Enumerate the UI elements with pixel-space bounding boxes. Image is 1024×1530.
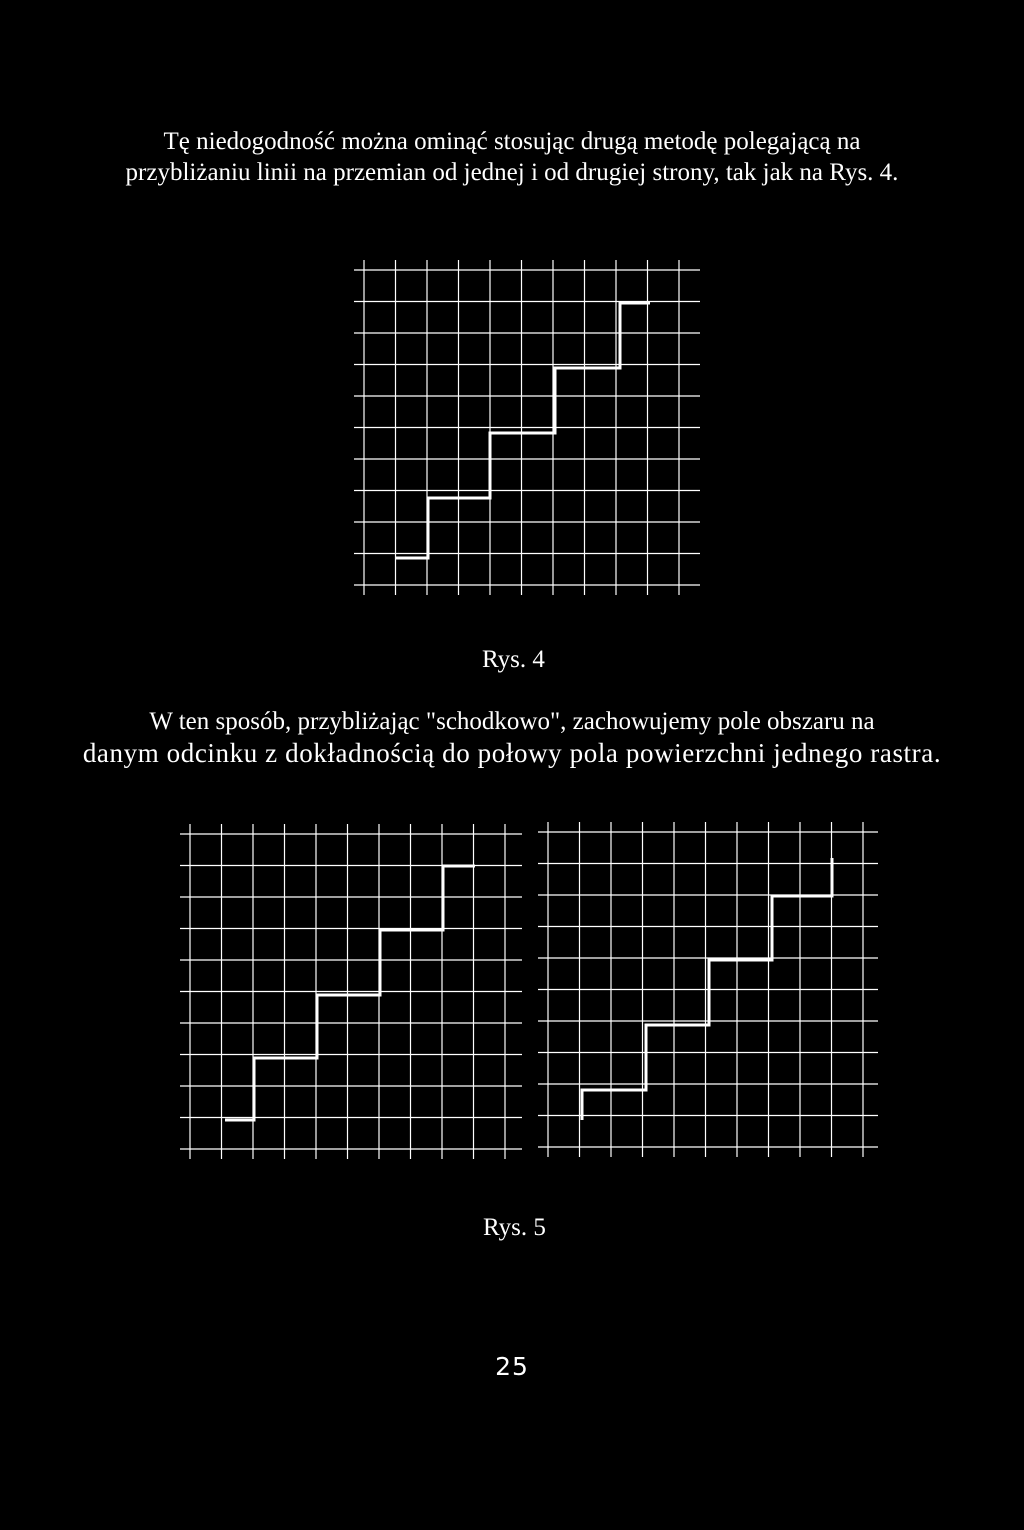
figure-rys-5-caption: Rys. 5 xyxy=(483,1214,546,1241)
paragraph-intro-line-1: Tę niedogodność można ominąć stosując drugą metodę polegającą na xyxy=(163,128,861,155)
figure-rys-4-staircase-grid xyxy=(340,248,700,610)
paragraph-explanation-line-1: W ten sposób, przybliżając "schodkowo", zachowujemy pole obszaru na xyxy=(149,708,875,735)
paragraph-explanation-line-2: danym odcinku z dokładnością do połowy pola powierzchni jednego rastra. xyxy=(82,738,942,769)
paragraph-intro xyxy=(0,126,1024,189)
page-number: 25 xyxy=(495,1352,529,1381)
paragraph-intro-line-2: przybliżaniu linii na przemian od jednej i od drugiej strony, tak jak na Rys. 4. xyxy=(125,159,899,187)
figure-rys-5-left-staircase-grid xyxy=(170,818,522,1170)
figure-rys-5-right-staircase-grid xyxy=(534,818,878,1170)
figure-rys-4-staircase-line xyxy=(395,303,650,558)
figure-rys-4-grid xyxy=(354,260,700,595)
figure-rys-4-caption: Rys. 4 xyxy=(482,646,545,673)
figure-rys-5-left-grid xyxy=(180,824,522,1159)
paragraph-explanation xyxy=(0,706,1024,771)
figure-rys-5-left-staircase-line xyxy=(225,866,475,1120)
